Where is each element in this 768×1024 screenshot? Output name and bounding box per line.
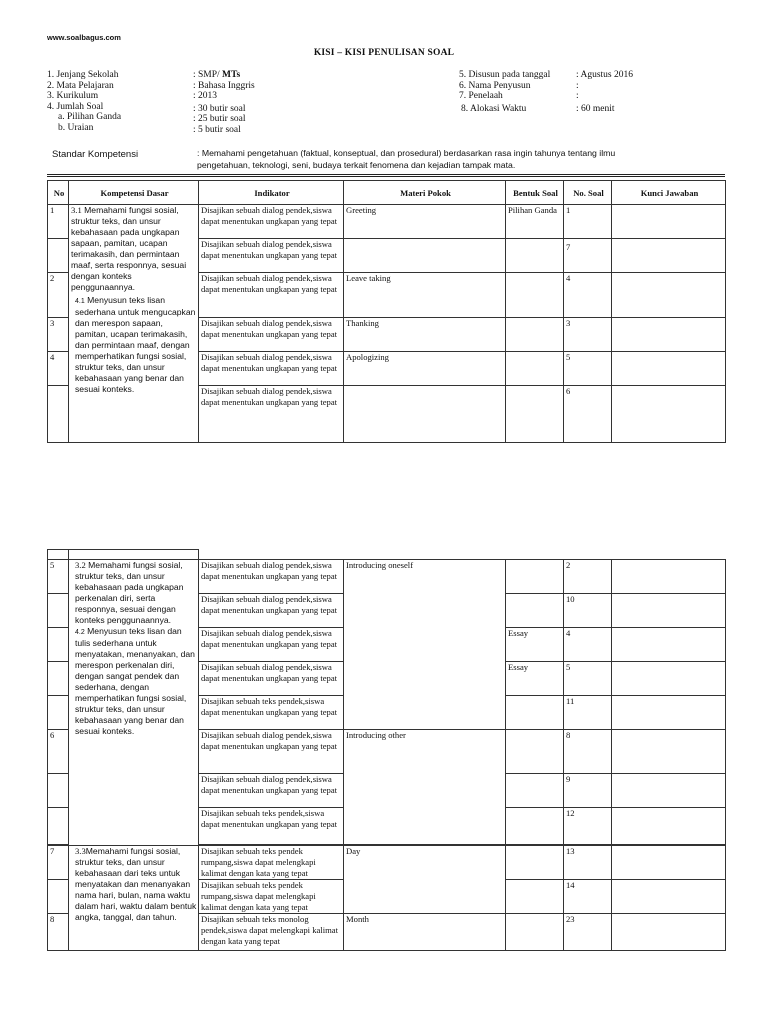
kunci-cell [612, 914, 726, 951]
row-no: 1 [48, 205, 69, 239]
bentuk-cell [506, 560, 564, 594]
nosoal-cell: 12 [564, 808, 612, 845]
header-kunci-jawaban: Kunci Jawaban [612, 181, 726, 205]
materi-cell: Introducing other [344, 730, 506, 845]
nosoal-cell: 5 [564, 662, 612, 696]
row-no: 6 [48, 730, 69, 774]
info-label: 3. Kurikulum [47, 91, 99, 101]
bentuk-cell [506, 594, 564, 628]
bentuk-cell [506, 774, 564, 808]
bentuk-cell [506, 386, 564, 443]
row-no: 4 [48, 352, 69, 386]
indikator-cell: Disajikan sebuah dialog pendek,siswa dapat menentukan ungkapan yang tepat [199, 662, 344, 696]
kunci-cell [612, 205, 726, 239]
indikator-cell: Disajikan sebuah teks pendek,siswa dapat menentukan ungkapan yang tepat [199, 808, 344, 845]
bentuk-cell: Pilihan Ganda [506, 205, 564, 239]
row-no [48, 880, 69, 914]
row-no: 7 [48, 846, 69, 880]
header-no-soal: No. Soal [564, 181, 612, 205]
bentuk-cell [506, 696, 564, 730]
bentuk-cell [506, 273, 564, 318]
info-value: : 5 butir soal [193, 124, 241, 135]
bentuk-cell [506, 318, 564, 352]
header-no: No [48, 181, 69, 205]
kunci-cell [612, 662, 726, 696]
kunci-cell [612, 239, 726, 273]
nosoal-cell: 9 [564, 774, 612, 808]
info-value: : Agustus 2016 [576, 70, 634, 80]
indikator-cell: Disajikan sebuah dialog pendek,siswa dapat menentukan ungkapan yang tepat [199, 560, 344, 594]
materi-cell: Introducing oneself [344, 560, 506, 730]
bentuk-cell [506, 239, 564, 273]
kd-3-3: 3.3Memahami fungsi sosial, struktur teks, dan unsur kebahasaan dari teks untuk menyatakan dan menanyakan nama hari, bulan, nama waktu dalam hari, waktu dalam bentuk angka, tanggal, dan tahun. [75, 846, 197, 922]
kunci-cell [612, 846, 726, 880]
kunci-cell [612, 594, 726, 628]
bentuk-cell [506, 352, 564, 386]
nosoal-cell: 1 [564, 205, 612, 239]
info-value: : 60 menit [576, 103, 615, 114]
table-row [48, 846, 726, 880]
row-no [48, 808, 69, 845]
materi-cell [344, 386, 506, 443]
row-no [48, 662, 69, 696]
info-label: 6. Nama Penyusun [459, 80, 531, 91]
bentuk-cell [506, 730, 564, 774]
kunci-cell [612, 386, 726, 443]
row-no [48, 594, 69, 628]
row-no [48, 386, 69, 443]
site-watermark: www.soalbagus.com [47, 33, 121, 42]
nosoal-cell: 5 [564, 352, 612, 386]
header-bentuk-soal: Bentuk Soal [506, 181, 564, 205]
info-label: 8. Alokasi Waktu [461, 103, 527, 114]
kunci-cell [612, 696, 726, 730]
info-right-values [576, 70, 633, 114]
document-title: KISI – KISI PENULISAN SOAL [313, 48, 455, 58]
indikator-cell: Disajikan sebuah dialog pendek,siswa dapat menentukan ungkapan yang tepat [199, 273, 344, 318]
row-no: 3 [48, 318, 69, 352]
nosoal-cell: 8 [564, 730, 612, 774]
row-no [48, 696, 69, 730]
bentuk-cell [506, 880, 564, 914]
info-value: : [576, 91, 579, 101]
header-indikator: Indikator [199, 181, 344, 205]
info-left-labels [47, 70, 121, 133]
info-value: : 2013 [193, 91, 218, 101]
info-value: : SMP/ MTs [193, 70, 241, 80]
nosoal-cell: 23 [564, 914, 612, 951]
header-materi-pokok: Materi Pokok [344, 181, 506, 205]
table-row [48, 205, 726, 239]
row-no: 8 [48, 914, 69, 951]
bentuk-cell [506, 846, 564, 880]
materi-cell: Day [344, 846, 506, 914]
bentuk-cell: Essay [506, 628, 564, 662]
info-left-values [193, 70, 255, 135]
kd-3-2: 3.2 Memahami fungsi sosial, struktur teks, dan unsur kebahasaan pada ungkapan perkenalan diri, serta responnya, sesuai dengan konteks penggunaannya. [75, 560, 184, 625]
kunci-cell [612, 318, 726, 352]
indikator-cell: Disajikan sebuah dialog pendek,siswa dapat menentukan ungkapan yang tepat [199, 594, 344, 628]
kd-4-1: 4.1 Menyusun teks lisan sederhana untuk mengucapkan dan merespon sapaan, pamitan, ucapan terimakasih, dan permintaan maaf, dengan memperhatikan fungsi sosial, struktur teks, dan unsur kebahasaan yang benar dan sesuai konteks. [75, 295, 196, 394]
kompetensi-dasar-cell [69, 846, 199, 951]
info-label: 4. Jumlah Soal [47, 101, 104, 112]
kunci-cell [612, 730, 726, 774]
header-kompetensi-dasar: Kompetensi Dasar [69, 181, 199, 205]
kisi-table-page1 [47, 180, 726, 443]
kunci-cell [612, 273, 726, 318]
bentuk-cell: Essay [506, 662, 564, 696]
indikator-cell: Disajikan sebuah dialog pendek,siswa dapat menentukan ungkapan yang tepat [199, 318, 344, 352]
indikator-cell: Disajikan sebuah dialog pendek,siswa dapat menentukan ungkapan yang tepat [199, 205, 344, 239]
standar-kompetensi-label: Standar Kompetensi [52, 149, 139, 160]
kompetensi-dasar-cell [69, 560, 199, 846]
info-label: 1. Jenjang Sekolah [47, 70, 119, 80]
kunci-cell [612, 774, 726, 808]
indikator-cell: Disajikan sebuah dialog pendek,siswa dapat menentukan ungkapan yang tepat [199, 352, 344, 386]
kunci-cell [612, 352, 726, 386]
nosoal-cell: 11 [564, 696, 612, 730]
indikator-cell: Disajikan sebuah teks monolog pendek,siswa dapat melengkapi kalimat dengan kata yang tepat [199, 914, 344, 951]
indikator-cell: Disajikan sebuah dialog pendek,siswa dapat menentukan ungkapan yang tepat [199, 628, 344, 662]
indikator-cell: Disajikan sebuah teks pendek rumpang,siswa dapat melengkapi kalimat dengan kata yang tepat [199, 880, 344, 914]
nosoal-cell: 10 [564, 594, 612, 628]
nosoal-cell: 4 [564, 273, 612, 318]
info-value: : Bahasa Inggris [193, 80, 255, 91]
info-value: : 30 butir soal [193, 103, 246, 114]
info-right-labels [459, 70, 550, 114]
kunci-cell [612, 880, 726, 914]
nosoal-cell: 14 [564, 880, 612, 914]
indikator-cell: Disajikan sebuah dialog pendek,siswa dapat menentukan ungkapan yang tepat [199, 730, 344, 774]
kd-3-1: 3.1 Memahami fungsi sosial, struktur teks, dan unsur kebahasaan pada ungkapan sapaan, pamitan, ucapan terimakasih, dan permintaan maaf, serta responnya, sesuai dengan konteks penggunaannya. [71, 205, 187, 292]
materi-cell [344, 239, 506, 273]
row-no: 2 [48, 273, 69, 318]
nosoal-cell: 13 [564, 846, 612, 880]
table-header-row [48, 181, 726, 205]
bentuk-cell [506, 808, 564, 845]
nosoal-cell: 7 [564, 239, 612, 273]
materi-cell: Greeting [344, 205, 506, 239]
kompetensi-dasar-cell [69, 205, 199, 443]
info-label: b. Uraian [58, 122, 94, 133]
standar-kompetensi-text: : Memahami pengetahuan (faktual, konseptual, dan prosedural) berdasarkan rasa ingin tahunya tentang ilmu pengetahuan, teknologi, seni, budaya terkait fenomena dan kejadian tampak mata. [197, 148, 616, 170]
kunci-cell [612, 628, 726, 662]
info-value: : 25 butir soal [193, 114, 246, 124]
indikator-cell: Disajikan sebuah dialog pendek,siswa dapat menentukan ungkapan yang tepat [199, 774, 344, 808]
row-no [48, 774, 69, 808]
row-no [48, 628, 69, 662]
info-label: 7. Penelaah [459, 91, 503, 101]
nosoal-cell: 6 [564, 386, 612, 443]
kunci-cell [612, 808, 726, 845]
kd-4-2: 4.2 Menyusun teks lisan dan tulis sederhana untuk menyatakan, menanyakan, dan merespon perkenalan diri, dengan sangat pendek dan sederhana, dengan memperhatikan fungsi sosial, struktur teks, dan unsur kebahasaan yang benar dan sesuai konteks. [75, 626, 195, 736]
info-label: 2. Mata Pelajaran [47, 80, 114, 91]
info-label: a. Pilihan Ganda [58, 112, 122, 122]
info-label: 5. Disusun pada tanggal [459, 70, 551, 80]
divider [47, 176, 725, 177]
info-value: : [576, 80, 579, 91]
table-row [48, 560, 726, 594]
nosoal-cell: 2 [564, 560, 612, 594]
kunci-cell [612, 560, 726, 594]
nosoal-cell: 3 [564, 318, 612, 352]
materi-cell: Leave taking [344, 273, 506, 318]
divider [47, 174, 725, 175]
kisi-table-page2 [47, 559, 726, 951]
bentuk-cell [506, 914, 564, 951]
indikator-cell: Disajikan sebuah dialog pendek,siswa dapat menentukan ungkapan yang tepat [199, 239, 344, 273]
indikator-cell: Disajikan sebuah teks pendek rumpang,siswa dapat melengkapi kalimat dengan kata yang tepat [199, 846, 344, 880]
indikator-cell: Disajikan sebuah dialog pendek,siswa dapat menentukan ungkapan yang tepat [199, 386, 344, 443]
materi-cell: Apologizing [344, 352, 506, 386]
row-no [48, 239, 69, 273]
row-no: 5 [48, 560, 69, 594]
materi-cell: Month [344, 914, 506, 951]
nosoal-cell: 4 [564, 628, 612, 662]
materi-cell: Thanking [344, 318, 506, 352]
indikator-cell: Disajikan sebuah teks pendek,siswa dapat menentukan ungkapan yang tepat [199, 696, 344, 730]
